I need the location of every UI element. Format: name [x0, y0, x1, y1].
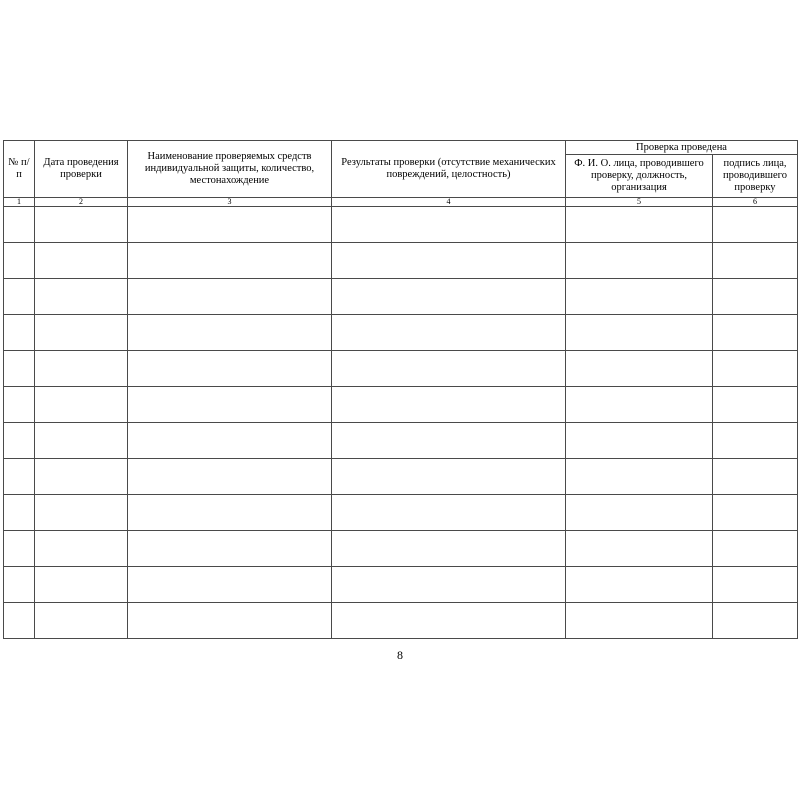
table-cell [713, 495, 798, 531]
table-cell [4, 423, 35, 459]
table-body [4, 207, 798, 639]
table-cell [128, 531, 332, 567]
table-row [4, 387, 798, 423]
header-date: Дата проведения проверки [35, 141, 128, 198]
table-cell [566, 495, 713, 531]
table-cell [332, 531, 566, 567]
table-cell [713, 243, 798, 279]
table-cell [35, 387, 128, 423]
table-cell [332, 459, 566, 495]
table-cell [35, 567, 128, 603]
table-cell [35, 459, 128, 495]
table-row [4, 279, 798, 315]
header-inspector-name: Ф. И. О. лица, проводившего проверку, должность, организация [566, 155, 713, 198]
table-cell [566, 387, 713, 423]
table-cell [35, 351, 128, 387]
table-cell [332, 603, 566, 639]
table-cell [566, 351, 713, 387]
header-group-inspection-done: Проверка проведена [566, 141, 798, 155]
table-row [4, 603, 798, 639]
table-cell [332, 279, 566, 315]
table-row [4, 459, 798, 495]
table-row [4, 243, 798, 279]
table-cell [4, 603, 35, 639]
table-cell [4, 315, 35, 351]
column-number: 1 [4, 198, 35, 207]
table-cell [566, 315, 713, 351]
table-cell [4, 459, 35, 495]
table-header [4, 141, 798, 207]
table-cell [713, 387, 798, 423]
table-cell [332, 423, 566, 459]
table-row [4, 567, 798, 603]
table-cell [713, 207, 798, 243]
table-row [4, 531, 798, 567]
header-results: Результаты проверки (отсутствие механических повреждений, целостность) [332, 141, 566, 198]
table-cell [332, 315, 566, 351]
table-cell [35, 243, 128, 279]
table-cell [713, 423, 798, 459]
column-number: 5 [566, 198, 713, 207]
table-cell [713, 603, 798, 639]
table-cell [128, 207, 332, 243]
table-cell [4, 207, 35, 243]
table-cell [566, 279, 713, 315]
column-number-row [4, 198, 798, 207]
table-cell [332, 567, 566, 603]
table-cell [4, 387, 35, 423]
table-cell [566, 207, 713, 243]
table-cell [128, 567, 332, 603]
table-cell [713, 459, 798, 495]
table-cell [713, 279, 798, 315]
table-row [4, 495, 798, 531]
table-cell [566, 459, 713, 495]
header-inspector-signature: подпись лица, проводившего проверку [713, 155, 798, 198]
table-cell [566, 243, 713, 279]
table-cell [713, 315, 798, 351]
column-number: 6 [713, 198, 798, 207]
column-number: 4 [332, 198, 566, 207]
table-cell [713, 351, 798, 387]
table-cell [566, 531, 713, 567]
table-cell [128, 279, 332, 315]
table-cell [332, 495, 566, 531]
table-cell [4, 531, 35, 567]
table-cell [4, 279, 35, 315]
table-cell [128, 603, 332, 639]
table-cell [35, 603, 128, 639]
table-cell [128, 423, 332, 459]
table-cell [128, 387, 332, 423]
table-cell [332, 387, 566, 423]
table-cell [4, 495, 35, 531]
table-cell [713, 567, 798, 603]
inspection-log-table [3, 140, 798, 639]
table-cell [128, 351, 332, 387]
table-cell [128, 459, 332, 495]
table-cell [35, 531, 128, 567]
table-row [4, 351, 798, 387]
column-number: 3 [128, 198, 332, 207]
table-cell [332, 351, 566, 387]
table-row [4, 315, 798, 351]
table-cell [35, 315, 128, 351]
table-cell [566, 423, 713, 459]
table-cell [332, 243, 566, 279]
table-cell [128, 315, 332, 351]
table-cell [35, 423, 128, 459]
table-cell [566, 603, 713, 639]
table-cell [566, 567, 713, 603]
table-cell [128, 243, 332, 279]
header-equipment-name: Наименование проверяемых средств индивидуальной защиты, количество, местонахождение [128, 141, 332, 198]
column-number: 2 [35, 198, 128, 207]
header-number: № п/п [4, 141, 35, 198]
table-cell [4, 567, 35, 603]
table-cell [332, 207, 566, 243]
table-cell [35, 279, 128, 315]
table-cell [35, 495, 128, 531]
table-row [4, 207, 798, 243]
table-cell [713, 531, 798, 567]
table-cell [4, 243, 35, 279]
table-cell [128, 495, 332, 531]
page-number: 8 [397, 648, 403, 662]
table-cell [35, 207, 128, 243]
table-row [4, 423, 798, 459]
table-cell [4, 351, 35, 387]
